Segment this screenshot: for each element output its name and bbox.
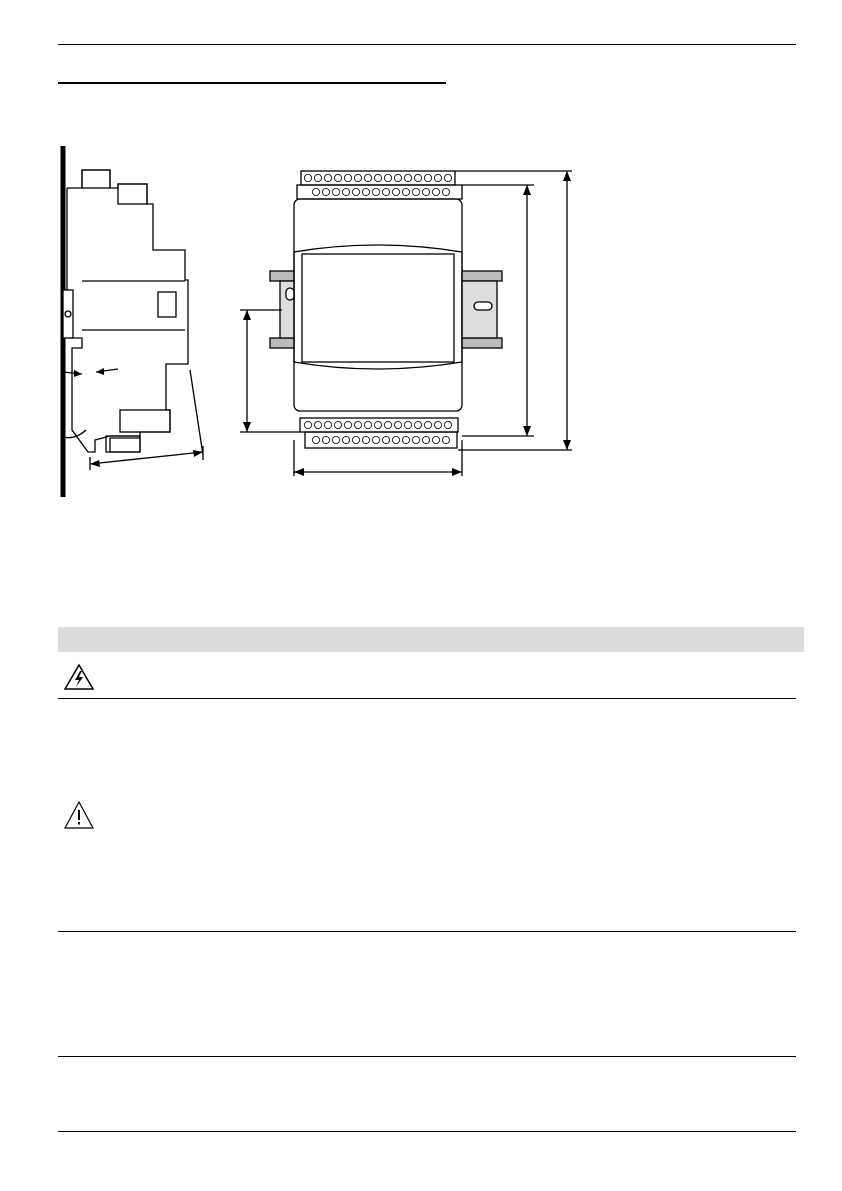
high-voltage-warning-icon [63,663,95,696]
warning-bottom-rule [58,698,796,699]
section-header-band [58,627,804,652]
din-rail-right-top [462,271,502,281]
din-rail-right-bottom [462,338,502,348]
section-divider-rule [58,1056,796,1057]
display-bezel [294,245,462,369]
din-rail-left-bottom [270,338,294,348]
din-rail-left-top [270,271,294,281]
footer-rule [58,1131,796,1132]
display-window [302,254,454,362]
front-body [294,199,462,411]
mounting-dimensions-drawing [0,0,842,520]
caution-exclamation-icon [63,800,95,835]
caution-bottom-rule [58,931,796,932]
